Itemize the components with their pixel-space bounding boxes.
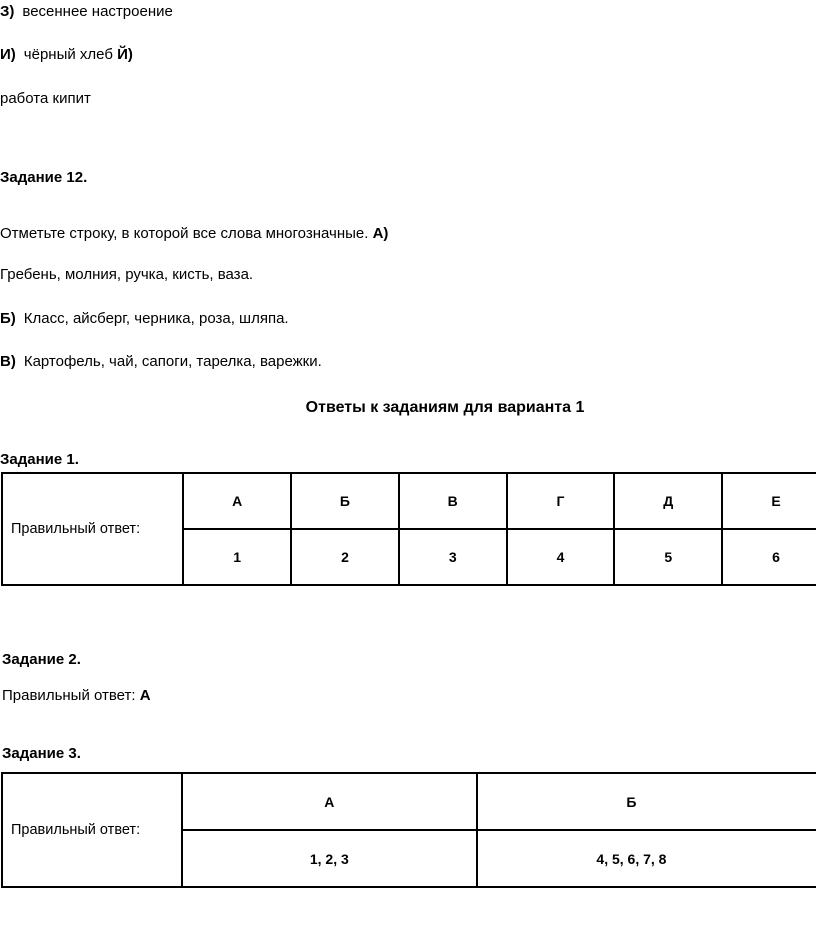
table-cell: 5 bbox=[614, 529, 722, 585]
answer2-line bbox=[2, 686, 151, 706]
table-cell: Г bbox=[507, 473, 615, 529]
task12-question bbox=[0, 224, 388, 244]
table-cell: Б bbox=[477, 773, 816, 830]
answer-value: А bbox=[139, 687, 151, 704]
table-cell: 3 bbox=[399, 529, 507, 585]
option-letter: З) bbox=[0, 3, 15, 20]
task12-option-a-text: Гребень, молния, ручка, кисть, ваза. bbox=[0, 266, 254, 283]
option-z bbox=[0, 2, 173, 22]
task12-heading: Задание 12. bbox=[0, 169, 88, 186]
answer-label: Правильный ответ: bbox=[2, 473, 183, 585]
table-cell: В bbox=[399, 473, 507, 529]
table-row bbox=[2, 473, 816, 529]
option-letter-next: Й) bbox=[117, 46, 133, 63]
option-continuation: работа кипит bbox=[0, 90, 91, 107]
table-cell: 4, 5, 6, 7, 8 bbox=[477, 830, 816, 887]
answer3-heading: Задание 3. bbox=[2, 745, 81, 762]
option-letter: А) bbox=[372, 225, 389, 242]
answer1-heading: Задание 1. bbox=[0, 451, 79, 468]
answer-label: Правильный ответ: bbox=[2, 687, 136, 704]
table-cell: А bbox=[183, 473, 291, 529]
table-row bbox=[2, 773, 816, 830]
table-cell: Б bbox=[291, 473, 399, 529]
question-text: Отметьте строку, в которой все слова многозначные. bbox=[0, 225, 369, 242]
option-text: весеннее настроение bbox=[22, 3, 173, 20]
option-text: Картофель, чай, сапоги, тарелка, варежки. bbox=[23, 353, 322, 370]
task12-option-b bbox=[0, 309, 289, 329]
table-cell: 2 bbox=[291, 529, 399, 585]
table-cell: Е bbox=[722, 473, 816, 529]
option-text: Класс, айсберг, черника, роза, шляпа. bbox=[23, 310, 289, 327]
table-cell: 4 bbox=[507, 529, 615, 585]
table-cell: А bbox=[182, 773, 477, 830]
option-letter: И) bbox=[0, 46, 16, 63]
answer1-table bbox=[1, 472, 816, 586]
answer3-table bbox=[1, 772, 816, 888]
table-cell: 6 bbox=[722, 529, 816, 585]
option-i bbox=[0, 45, 133, 65]
table-cell: 1 bbox=[183, 529, 291, 585]
task12-option-v bbox=[0, 352, 322, 372]
option-text: чёрный хлеб bbox=[23, 46, 113, 63]
table-cell: Д bbox=[614, 473, 722, 529]
answers-title: Ответы к заданиям для варианта 1 bbox=[305, 399, 585, 416]
option-letter: В) bbox=[0, 353, 16, 370]
answer2-heading: Задание 2. bbox=[2, 651, 81, 668]
answer-label: Правильный ответ: bbox=[2, 773, 182, 887]
table-cell: 1, 2, 3 bbox=[182, 830, 477, 887]
option-letter: Б) bbox=[0, 310, 16, 327]
